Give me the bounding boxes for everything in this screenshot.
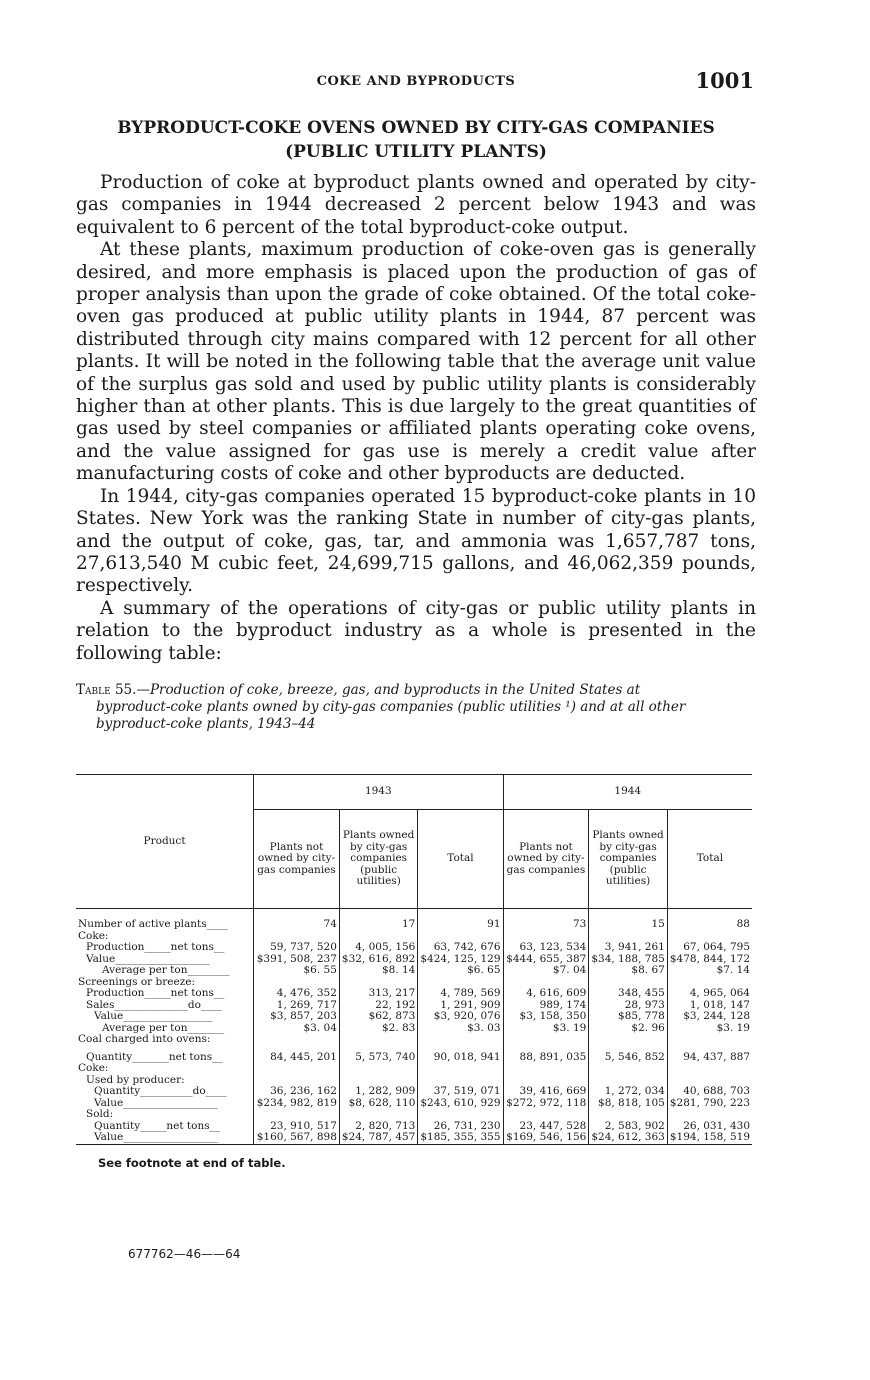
cell-value: $194, 158, 519 <box>667 1132 752 1144</box>
cell-value: $34, 188, 785 <box>589 954 667 966</box>
row-label: Screenings or breeze: <box>78 975 195 988</box>
cell-value: 88, 891, 035 <box>503 1052 589 1064</box>
cell-value: 15 <box>589 919 667 931</box>
cell-value: 1, 291, 909 <box>418 1000 503 1012</box>
cell-value: $272, 972, 118 <box>503 1098 589 1110</box>
cell-value: $3. 03 <box>418 1023 503 1035</box>
cell-value: 4, 616, 609 <box>503 988 589 1000</box>
cell-value: 84, 445, 201 <box>254 1052 340 1064</box>
cell-value <box>503 1034 589 1046</box>
cell-value <box>339 1109 417 1121</box>
cell-value: $3, 857, 203 <box>254 1011 340 1023</box>
cell-value: $8, 628, 110 <box>339 1098 417 1110</box>
col-total-1944: Total <box>667 810 752 909</box>
cell-value <box>254 1063 340 1075</box>
cell-value: $8. 67 <box>589 965 667 977</box>
row-label: Quantity__________do____ <box>94 1085 227 1097</box>
col-owned-1943: Plants owned by city-gas companies (public utilities) <box>339 810 417 909</box>
table-body <box>76 909 752 1145</box>
cell-value <box>667 1063 752 1075</box>
table-row <box>76 1034 752 1046</box>
cell-value: 1, 018, 147 <box>667 1000 752 1012</box>
cell-value: 4, 476, 352 <box>254 988 340 1000</box>
cell-value <box>418 1034 503 1046</box>
table-row <box>76 919 752 931</box>
cell-value: $62, 873 <box>339 1011 417 1023</box>
col-not-owned-1943: Plants not owned by city-gas companies <box>254 810 340 909</box>
cell-value: 26, 731, 230 <box>418 1121 503 1133</box>
section-title <box>76 116 756 164</box>
table-header <box>76 775 752 909</box>
cell-value: $3, 920, 076 <box>418 1011 503 1023</box>
section-title-line1: BYPRODUCT-COKE OVENS OWNED BY CITY-GAS COMPANIES <box>117 118 715 138</box>
cell-value: $160, 567, 898 <box>254 1132 340 1144</box>
row-label: Quantity_____net tons__ <box>94 1119 221 1132</box>
row-label: Average per ton_______ <box>102 1021 225 1034</box>
cell-value: $8, 818, 105 <box>589 1098 667 1110</box>
cell-value: 23, 910, 517 <box>254 1121 340 1133</box>
table-row <box>76 1011 752 1023</box>
cell-value: $7. 04 <box>503 965 589 977</box>
cell-value: 28, 973 <box>589 1000 667 1012</box>
row-label: Value__________________ <box>94 1131 218 1143</box>
row-label: Value__________________ <box>94 1096 218 1109</box>
cell-value: 313, 217 <box>339 988 417 1000</box>
cell-value: 40, 688, 703 <box>667 1086 752 1098</box>
cell-value: $391, 508, 237 <box>254 954 340 966</box>
table-row <box>76 1086 752 1098</box>
cell-value <box>503 1063 589 1075</box>
cell-value <box>589 1063 667 1075</box>
row-label: Sales______________do____ <box>86 998 222 1011</box>
cell-value <box>667 1034 752 1046</box>
cell-value: 5, 546, 852 <box>589 1052 667 1064</box>
cell-value: $32, 616, 892 <box>339 954 417 966</box>
section-title-line2: (PUBLIC UTILITY PLANTS) <box>285 142 547 162</box>
cell-value: 91 <box>418 919 503 931</box>
cell-value: 36, 236, 162 <box>254 1086 340 1098</box>
cell-value: 348, 455 <box>589 988 667 1000</box>
cell-value: 26, 031, 430 <box>667 1121 752 1133</box>
table-caption-text: —Production of coke, breeze, gas, and byproducts in the United States at <box>136 682 641 698</box>
cell-value: $243, 610, 929 <box>418 1098 503 1110</box>
row-label: Value_________________ <box>94 1010 213 1022</box>
table-row <box>76 1063 752 1075</box>
row-label: Number of active plants____ <box>78 918 228 930</box>
cell-value: $234, 982, 819 <box>254 1098 340 1110</box>
cell-value: 63, 742, 676 <box>418 942 503 954</box>
footnote-reference: See footnote at end of table. <box>98 1156 286 1170</box>
table-row <box>76 942 752 954</box>
running-header <box>76 68 756 96</box>
cell-value <box>667 1109 752 1121</box>
row-label: Quantity_______net tons__ <box>86 1050 223 1063</box>
cell-value: $185, 355, 355 <box>418 1132 503 1144</box>
table-caption-label: Table 55. <box>76 682 137 698</box>
cell-value: 88 <box>667 919 752 931</box>
cell-value <box>589 1034 667 1046</box>
cell-value <box>254 1109 340 1121</box>
cell-value: $2. 96 <box>589 1023 667 1035</box>
year-header-1944: 1944 <box>503 775 752 810</box>
cell-value: 90, 018, 941 <box>418 1052 503 1064</box>
table-row <box>76 1132 752 1144</box>
cell-value: 67, 064, 795 <box>667 942 752 954</box>
cell-value: 63, 123, 534 <box>503 942 589 954</box>
body-text <box>76 172 756 665</box>
cell-value <box>589 1109 667 1121</box>
cell-value: $3. 19 <box>503 1023 589 1035</box>
cell-value: $3, 244, 128 <box>667 1011 752 1023</box>
table-caption <box>76 682 756 733</box>
row-label: Used by producer: <box>86 1073 185 1086</box>
cell-value: 74 <box>254 919 340 931</box>
cell-value: 4, 005, 156 <box>339 942 417 954</box>
cell-value: 3, 941, 261 <box>589 942 667 954</box>
cell-value: $24, 787, 457 <box>339 1132 417 1144</box>
running-title: COKE AND BYPRODUCTS <box>316 74 516 89</box>
row-label: Value__________________ <box>86 952 210 965</box>
cell-value: 5, 573, 740 <box>339 1052 417 1064</box>
row-label: Sold: <box>86 1108 114 1120</box>
cell-value: 1, 282, 909 <box>339 1086 417 1098</box>
table-row <box>76 1109 752 1121</box>
cell-value: 39, 416, 669 <box>503 1086 589 1098</box>
cell-value: 4, 965, 064 <box>667 988 752 1000</box>
cell-value: 2, 820, 713 <box>339 1121 417 1133</box>
table-row <box>76 1098 752 1110</box>
row-label: Average per ton________ <box>102 964 230 976</box>
year-header-1943: 1943 <box>254 775 503 810</box>
cell-value: $2. 83 <box>339 1023 417 1035</box>
table-caption-text-cont: byproduct-coke plants owned by city-gas companies (public utilities ¹) and at all other byproduct-coke plants, 1943–44 <box>96 699 686 732</box>
cell-value <box>254 1034 340 1046</box>
row-label: Coal charged into ovens: <box>78 1033 211 1045</box>
cell-value: $6. 55 <box>254 965 340 977</box>
paragraph: A summary of the operations of city-gas or public utility plants in relation to the byproduct industry as a whole is presented in the following table: <box>76 597 756 664</box>
cell-value <box>503 1109 589 1121</box>
data-table <box>76 774 752 1145</box>
cell-value: $3. 19 <box>667 1023 752 1035</box>
cell-value: $169, 546, 156 <box>503 1132 589 1144</box>
col-owned-1944: Plants owned by city-gas companies (public utilities) <box>589 810 667 909</box>
row-label: Coke: <box>78 1062 109 1074</box>
page-number: 1001 <box>695 68 754 93</box>
cell-value: $24, 612, 363 <box>589 1132 667 1144</box>
cell-value <box>418 1109 503 1121</box>
cell-value: 989, 174 <box>503 1000 589 1012</box>
paragraph: Production of coke at byproduct plants owned and operated by city-gas companies in 1944 decreased 2 percent below 1943 and was equivalent to 6 percent of the total byproduct-coke output. <box>76 172 756 238</box>
cell-value: $444, 655, 387 <box>503 954 589 966</box>
paragraph: In 1944, city-gas companies operated 15 byproduct-coke plants in 10 States. New York was the ranking State in number of city-gas plants, and the output of coke, gas, tar, and ammonia was 1,657,787 tons, 27,613,540 M cubic feet, 24,699,715 gallons, and 46,062,359 pounds, respectively. <box>76 485 756 597</box>
cell-value: $3. 04 <box>254 1023 340 1035</box>
cell-value: 23, 447, 528 <box>503 1121 589 1133</box>
cell-value <box>339 1034 417 1046</box>
cell-value: $424, 125, 129 <box>418 954 503 966</box>
cell-value: 73 <box>503 919 589 931</box>
cell-value <box>418 1063 503 1075</box>
cell-value: $3, 158, 350 <box>503 1011 589 1023</box>
table-row <box>76 988 752 1000</box>
cell-value: 37, 519, 071 <box>418 1086 503 1098</box>
cell-value: 2, 583, 902 <box>589 1121 667 1133</box>
paragraph: At these plants, maximum production of coke-oven gas is generally desired, and more emphasis is placed upon the production of gas of proper analysis than upon the grade of coke obtained. Of the total coke-oven gas produced at public utility plants in 1944, 87 percent was distributed through city mains compared with 12 percent for all other plants. It will be noted in the following table that the average unit value of the surplus gas sold and used by public utility plants is considerably higher than at other plants. This is due largely to the great quantities of gas used by steel companies or affiliated plants operating coke ovens, and the value assigned for gas use is merely a credit value after manufacturing costs of coke and other byproducts are deducted. <box>76 239 756 485</box>
col-total-1943: Total <box>418 810 503 909</box>
row-label: Production_____net tons__ <box>86 987 225 999</box>
cell-value: $281, 790, 223 <box>667 1098 752 1110</box>
cell-value: 17 <box>339 919 417 931</box>
cell-value: $85, 778 <box>589 1011 667 1023</box>
col-not-owned-1944: Plants not owned by city-gas companies <box>503 810 589 909</box>
cell-value: $478, 844, 172 <box>667 954 752 966</box>
cell-value: $7. 14 <box>667 965 752 977</box>
row-label: Coke: <box>78 929 109 942</box>
print-code: 677762—46——64 <box>128 1247 241 1261</box>
product-header: Product <box>76 775 254 909</box>
table-row <box>76 965 752 977</box>
row-label: Production_____net tons__ <box>86 941 225 953</box>
cell-value: 4, 789, 569 <box>418 988 503 1000</box>
cell-value: 1, 272, 034 <box>589 1086 667 1098</box>
table-row <box>76 1052 752 1064</box>
cell-value: 94, 437, 887 <box>667 1052 752 1064</box>
cell-value: 22, 192 <box>339 1000 417 1012</box>
cell-value: 59, 737, 520 <box>254 942 340 954</box>
cell-value <box>339 1063 417 1075</box>
cell-value: $8. 14 <box>339 965 417 977</box>
cell-value: 1, 269, 717 <box>254 1000 340 1012</box>
cell-value: $6. 65 <box>418 965 503 977</box>
